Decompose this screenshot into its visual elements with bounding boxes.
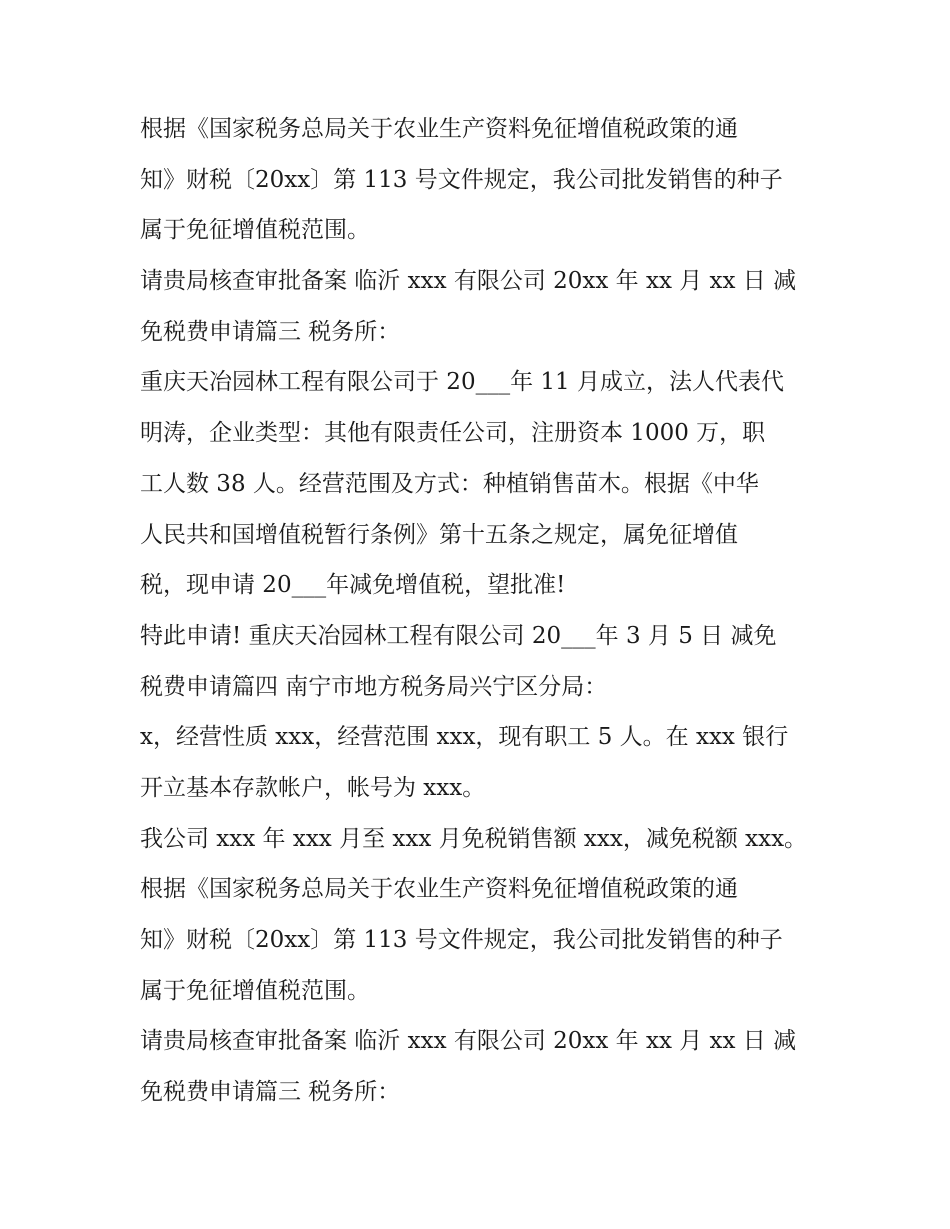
text-line: 免税费申请篇三 税务所： (140, 318, 401, 345)
text-line: 我公司 xxx 年 xxx 月至 xxx 月免税销售额 xxx，减免税额 xxx。 (140, 825, 808, 852)
text-line: 特此申请! 重庆天冶园林工程有限公司 20___年 3 月 5 日 减免 (140, 622, 777, 649)
text-line: 请贵局核查审批备案 临沂 xxx 有限公司 20xx 年 xx 月 xx 日 减 (140, 268, 797, 295)
text-line: 属于免征增值税范围。 (140, 977, 370, 1004)
text-line: 开立基本存款帐户，帐号为 xxx。 (140, 774, 486, 801)
text-line: 根据《国家税务总局关于农业生产资料免征增值税政策的通 (140, 876, 738, 903)
text-line: 知》财税〔20xx〕第 113 号文件规定，我公司批发销售的种子 (140, 927, 783, 953)
text-line: 属于免征增值税范围。 (140, 217, 370, 244)
text-line: 请贵局核查审批备案 临沂 xxx 有限公司 20xx 年 xx 月 xx 日 减 (140, 1028, 797, 1055)
text-line: x，经营性质 xxx，经营范围 xxx，现有职工 5 人。在 xxx 银行 (140, 724, 789, 751)
text-line: 知》财税〔20xx〕第 113 号文件规定，我公司批发销售的种子 (140, 166, 783, 193)
text-line: 重庆天冶园林工程有限公司于 20___年 11 月成立，法人代表代 (140, 369, 784, 396)
text-line: 明涛，企业类型：其他有限责任公司，注册资本 1000 万，职 (140, 420, 766, 447)
text-line: 税费申请篇四 南宁市地方税务局兴宁区分局： (140, 673, 608, 700)
text-line: 工人数 38 人。经营范围及方式：种植销售苗木。根据《中华 (140, 470, 759, 497)
text-line: 免税费申请篇三 税务所： (140, 1079, 401, 1106)
text-line: 人民共和国增值税暂行条例》第十五条之规定，属免征增值 (140, 521, 738, 548)
text-line: 税，现申请 20___年减免增值税，望批准! (140, 572, 566, 599)
text-line: 根据《国家税务总局关于农业生产资料免征增值税政策的通 (140, 116, 738, 142)
document-body (140, 104, 820, 1118)
